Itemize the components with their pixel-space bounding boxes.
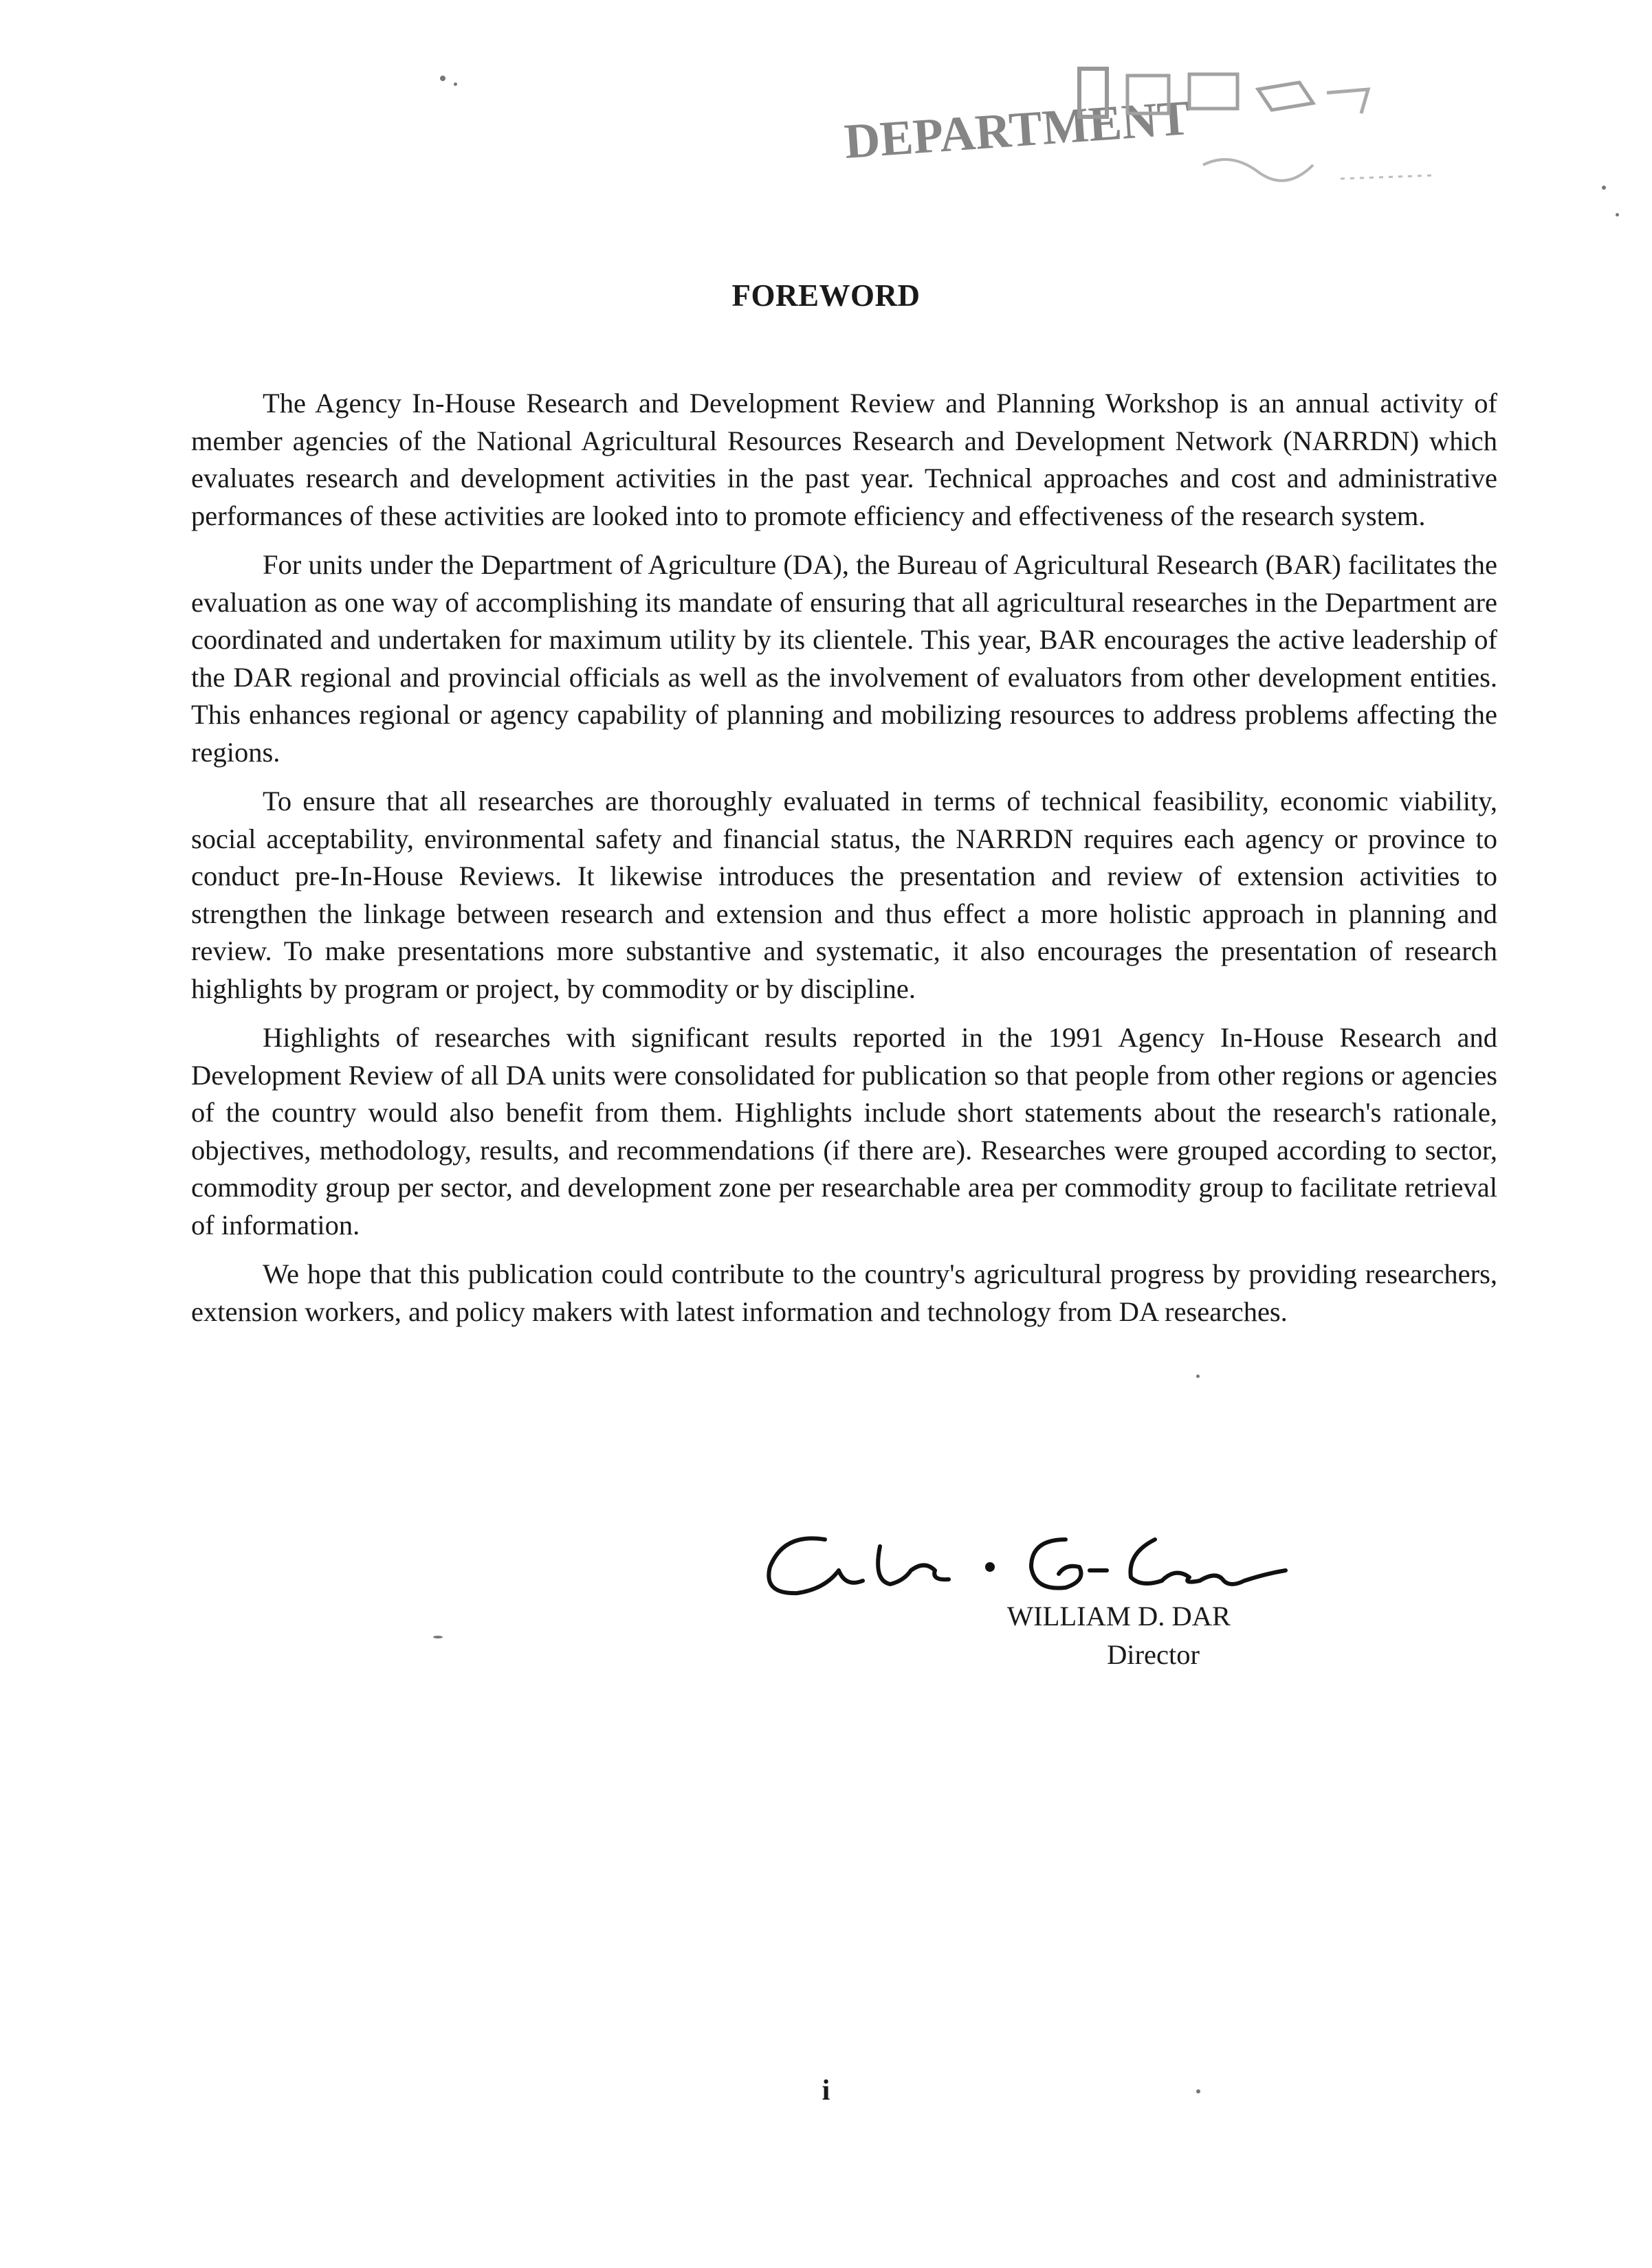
- scan-speck: [1602, 186, 1606, 190]
- page-title: FOREWORD: [731, 278, 921, 313]
- page-number: i: [822, 2075, 830, 2106]
- scan-speck: [1196, 1375, 1200, 1378]
- scan-speck: [440, 76, 445, 81]
- paragraph: The Agency In-House Research and Development Review and Planning Workshop is an annual activity of member agencies of the National Agricultural Resources Research and Development Network (NARRDN) which evaluates research and development activities in the past year. Technical approaches and cost and administrative performances of these activities are looked into to promote efficiency and effectiveness of the research system.: [191, 388, 1497, 531]
- scan-speck: [454, 82, 457, 86]
- paragraph: Highlights of researches with significant results reported in the 1991 Agency In-House Research and Development Review of all DA units were consolidated for publication so that people from other regions or agencies of the country would also benefit from them. Highlights include short statements about the research's rationale, objectives, methodology, results, and recommendations (if there are). Researches were grouped according to sector, commodity group per sector, and development zone per researchable area per commodity group to facilitate retrieval of information.: [191, 1022, 1497, 1241]
- signatory-title: Director: [1107, 1639, 1200, 1670]
- scan-speck: [1196, 2089, 1200, 2093]
- paragraph: For units under the Department of Agriculture (DA), the Bureau of Agricultural Research (BAR) facilitates the evaluation as one way of accomplishing its mandate of ensuring that all agricultural researches in the Department are coordinated and undertaken for maximum utility by its clientele. This year, BAR encourages the active leadership of the DAR regional and provincial officials as well as the involvement of evaluators from other development entities. This enhances regional or agency capability of planning and mobilizing resources to address problems affecting the regions.: [191, 549, 1497, 768]
- paragraph: To ensure that all researches are thoroughly evaluated in terms of technical feasibility, economic viability, social acceptability, environmental safety and financial status, the NARRDN requires each agency or province to conduct pre-In-House Reviews. It likewise introduces the presentation and review of extension activities to strengthen the linkage between research and extension and thus effect a more holistic approach in planning and review. To make presentations more substantive and systematic, it also encourages the presentation of research highlights by program or project, by commodity or by discipline.: [191, 786, 1497, 1004]
- scan-speck: [1616, 213, 1619, 216]
- scan-speck: [433, 1636, 443, 1638]
- stamp-text: DEPARTMENT: [842, 89, 1193, 169]
- signatory-name: WILLIAM D. DAR: [1006, 1601, 1231, 1632]
- received-stamp: [818, 62, 1478, 220]
- paragraph: We hope that this publication could contribute to the country's agricultural progress by providing researchers, extension workers, and policy makers with latest information and technology from DA researches.: [191, 1258, 1497, 1327]
- foreword-body: [191, 385, 1497, 1342]
- stamp-graphic: [818, 62, 1478, 220]
- signature-block: [715, 1512, 1334, 1691]
